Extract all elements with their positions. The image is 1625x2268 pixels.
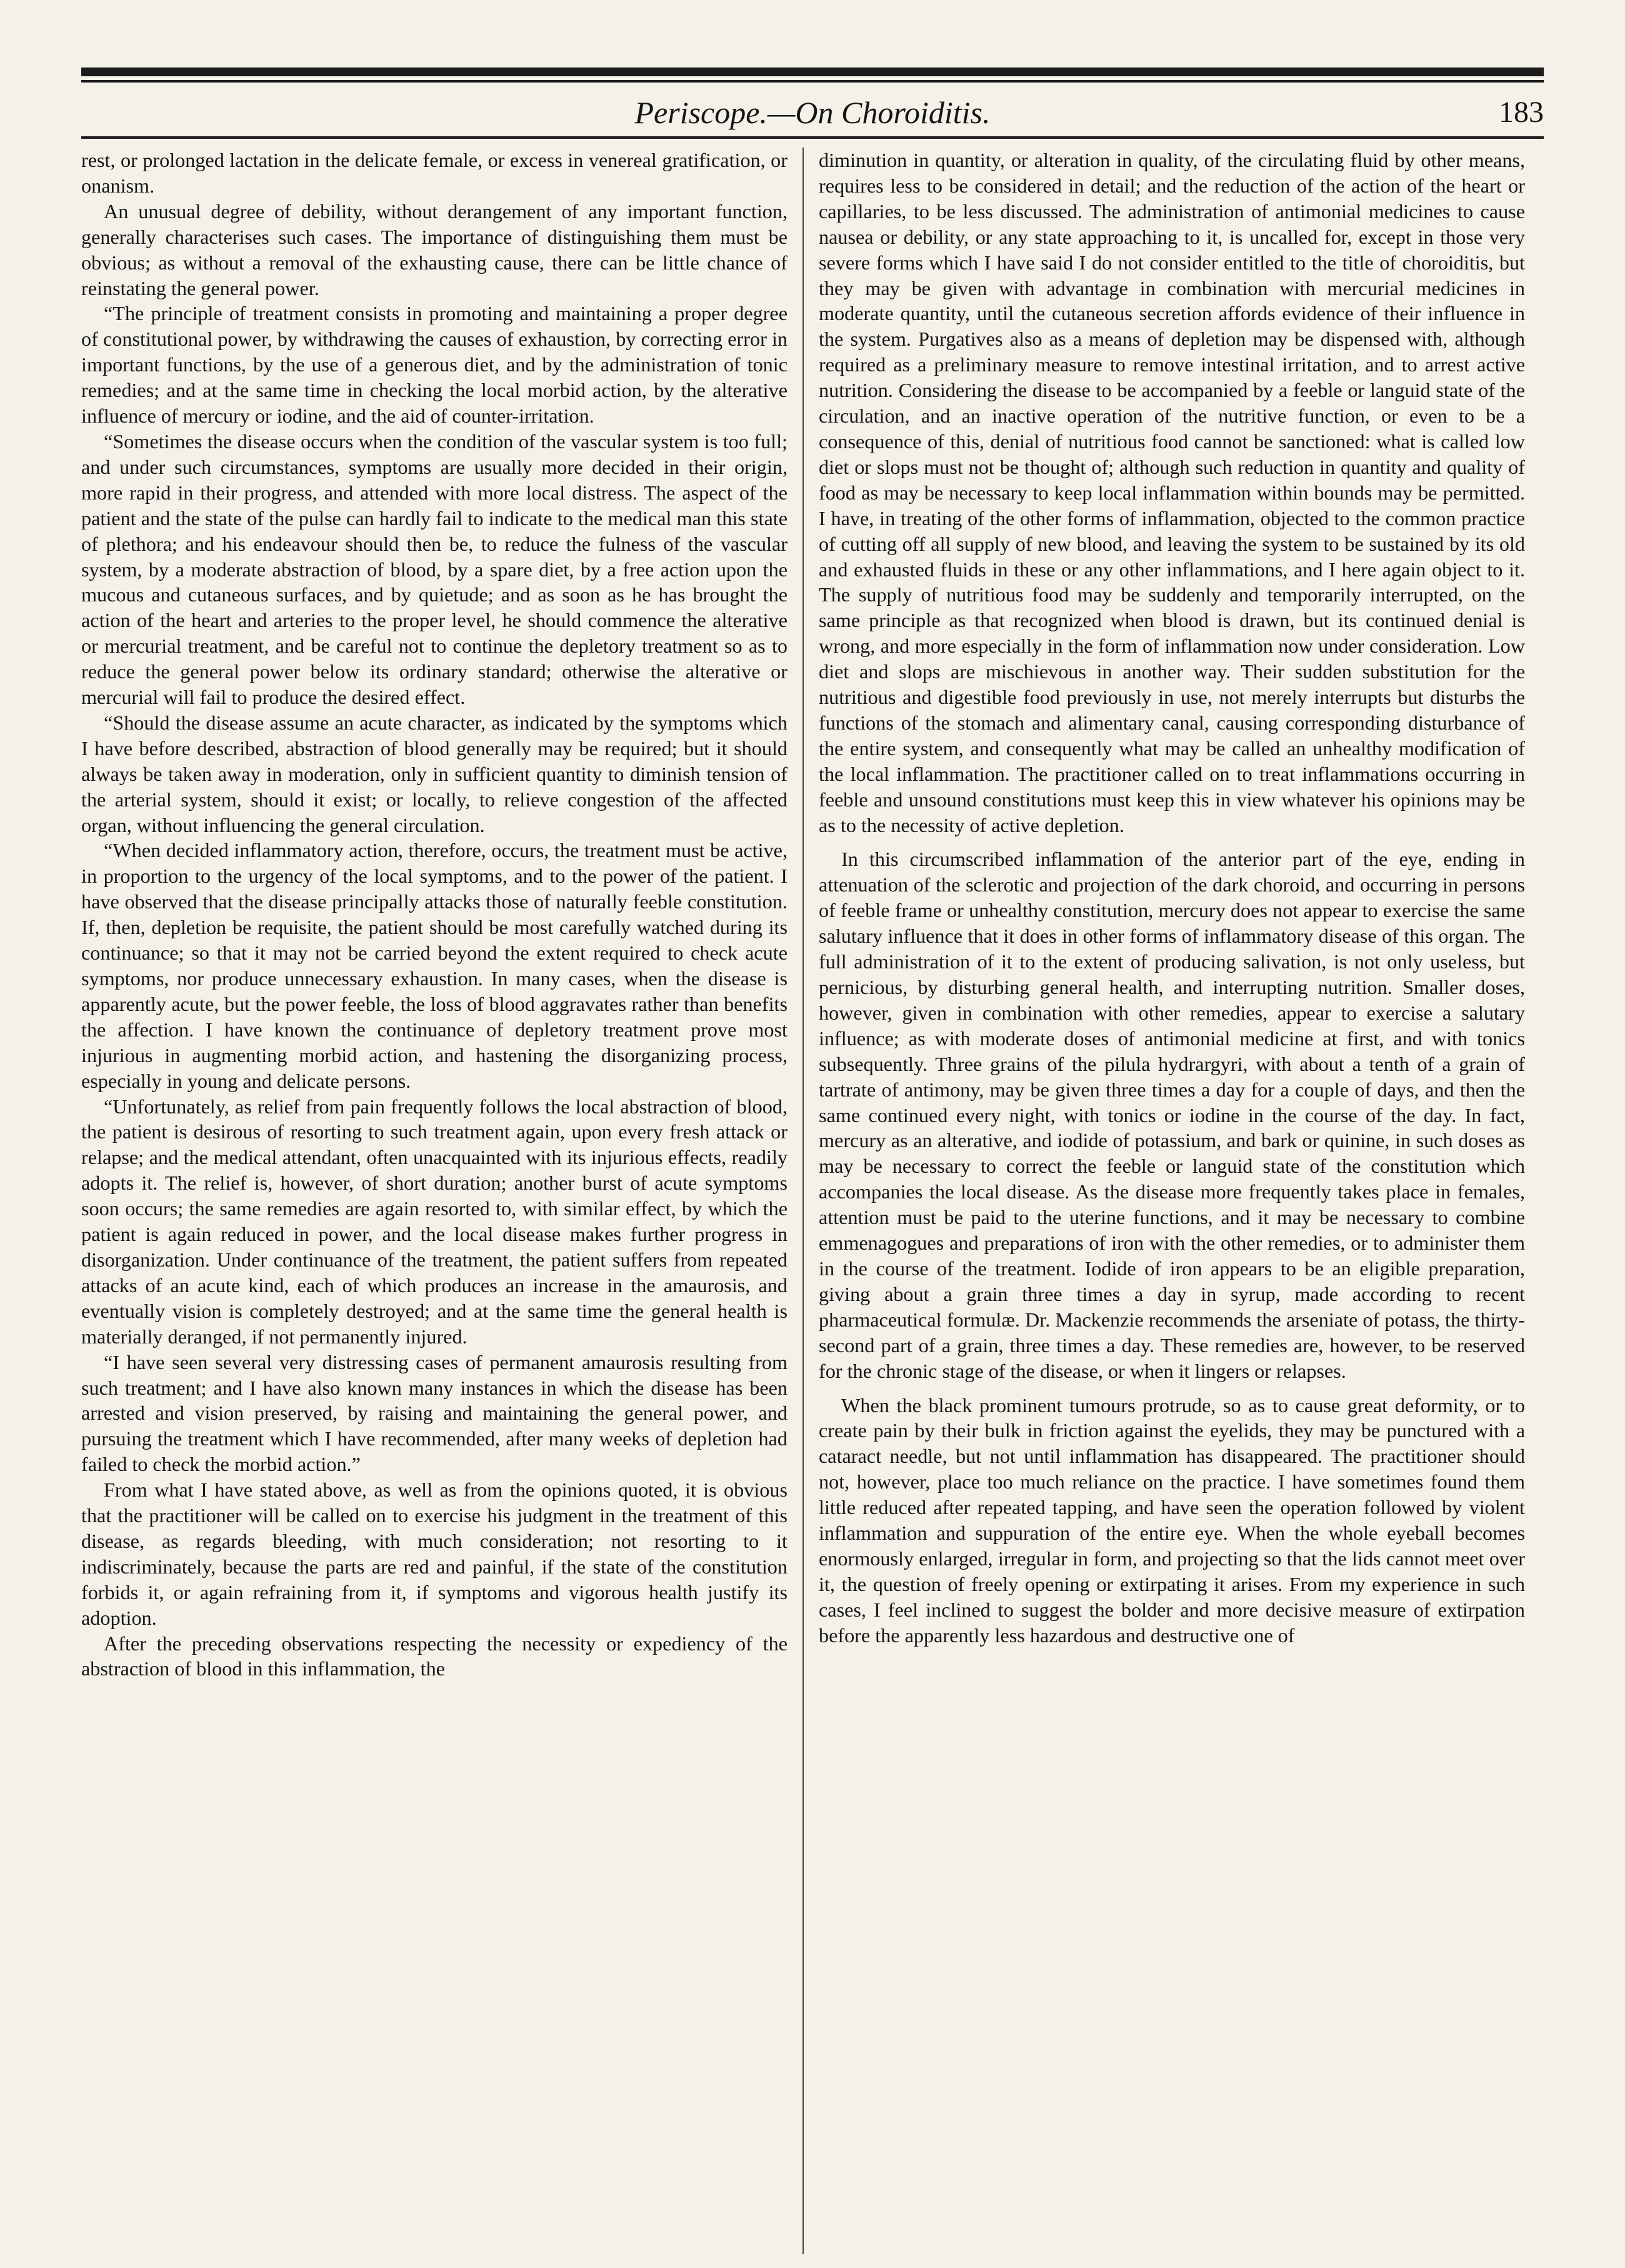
paragraph: “Unfortunately, as relief from pain frequently follows the local abstraction of blood, the patient is desirous of resorting to such treatment again, upon every fresh attack or relapse; and the medical attendant, often unacquainted with its injurious effects, readily adopts it. The relief is, however, of short duration; another burst of acute symptoms soon occurs; the same remedies are again resorted to, with similar effect, by which the patient is again reduced in power, and the local disease makes further progress in disorganization. Under continuance of the treatment, the patient suffers from repeated attacks of an acute kind, each of which produces an increase in the amaurosis, and eventually vision is completely destroyed; and at the same time the general health is materially deranged, if not permanently injured. — [81, 1095, 788, 1348]
column-divider — [802, 148, 804, 2254]
top-thin-rule — [81, 80, 1544, 83]
running-head — [81, 94, 1544, 131]
running-head-title: Periscope.—On Choroiditis. — [634, 95, 991, 130]
paragraph: When the black prominent tumours protrude, so as to cause great deformity, or to create pain by their bulk in friction against the eyelids, they may be punctured with a cataract needle, but not until inflammation has disappeared. The practitioner should not, however, place too much reliance on the practice. I have sometimes found them little reduced after repeated tapping, and have seen the operation followed by violent inflammation and suppuration of the entire eye. When the whole eyeball becomes enormously enlarged, irregular in form, and projecting so that the lids cannot meet over it, the question of freely opening or extirpating it arises. From my experience in such cases, I feel inclined to suggest the bolder and more decisive measure of extirpation before the apparently less hazardous and destructive one of — [819, 1393, 1525, 1647]
paragraph: “Sometimes the disease occurs when the condition of the vascular system is too full; and under such circumstances, symptoms are usually more decided in their origin, more rapid in their progress, and attended with more local distress. The aspect of the patient and the state of the pulse can hardly fail to indicate to the medical man this state of plethora; and his endeavour should then be, to reduce the fulness of the vascular system, by a moderate abstraction of blood, by a spare diet, by a free action upon the mucous and cutaneous surfaces, and by quietude; and as soon as he has brought the action of the heart and arteries to the proper level, he should commence the alterative or mercurial treatment, and be careful not to continue the depletory treatment so as to reduce the general power below its ordinary standard; otherwise the alterative or mercurial will fail to produce the desired effect. — [81, 429, 788, 709]
header-rule — [81, 136, 1544, 139]
paragraph: rest, or prolonged lactation in the delicate female, or excess in venereal gratification, or onanism. — [81, 149, 788, 197]
paragraph: “The principle of treatment consists in promoting and maintaining a proper degree of constitutional power, by withdrawing the causes of exhaustion, by correcting error in important functions, by the use of a generous diet, and by the administration of tonic remedies; and at the same time in checking the local morbid action, by the alterative influence of mercury or iodine, and the aid of counter-irritation. — [81, 302, 788, 428]
page-number: 183 — [1499, 96, 1544, 129]
paragraph: “When decided inflammatory action, therefore, occurs, the treatment must be active, in proportion to the urgency of the local symptoms, and to the power of the patient. I have observed that the disease principally attacks those of naturally feeble constitution. If, then, depletion be requisite, the patient should be most carefully watched during its continuance; so that it may not be carried beyond the extent required to check acute symptoms, nor produce unnecessary exhaustion. In many cases, when the disease is apparently acute, but the power feeble, the loss of blood aggravates rather than benefits the affection. I have known the continuance of depletory treatment prove most injurious in augmenting morbid action, and hastening the disorganizing process, especially in young and delicate persons. — [81, 839, 788, 1092]
paragraph: In this circumscribed inflammation of the anterior part of the eye, ending in attenuation of the sclerotic and projection of the dark choroid, and occurring in persons of feeble frame or unhealthy constitution, mercury does not appear to exercise the same salutary influence that it does in other forms of inflammatory disease of this organ. The full administration of it to the extent of producing salivation, is not only useless, but pernicious, by disturbing general health, and interrupting nutrition. Smaller doses, however, given in combination with other remedies, appear to exercise a salutary influence; as with moderate doses of antimonial medicine at first, and with tonics subsequently. Three grains of the pilula hydrargyri, with about a tenth of a grain of tartrate of antimony, may be given three times a day for a couple of days, and then the same continued every night, with tonics or iodine in the course of the day. In fact, mercury as an alterative, and iodide of potassium, and bark or quinine, in such doses as may be necessary to correct the feeble or languid state of the constitution which accompanies the local disease. As the disease more frequently takes place in females, attention must be paid to the uterine functions, and it may be necessary to combine emmenagogues and preparations of iron with the other remedies, or to administer them in the course of the treatment. Iodide of iron appears to be an eligible preparation, giving about a grain three times a day in syrup, made according to recent pharmaceutical formulæ. Dr. Mackenzie recommends the arseniate of potass, the thirty-second part of a grain, three times a day. These remedies are, however, to be reserved for the chronic stage of the disease, or when it lingers or relapses. — [819, 848, 1525, 1382]
right-column — [819, 148, 1525, 2254]
paragraph: After the preceding observations respecting the necessity or expediency of the abstraction of blood in this inflammation, the — [81, 1632, 788, 1680]
paragraph: diminution in quantity, or alteration in quality, of the circulating fluid by other means, requires less to be considered in detail; and the reduction of the action of the heart or capillaries, to be less discussed. The administration of antimonial medicines to cause nausea or debility, or any state approaching to it, is uncalled for, except in those very severe forms which I have said I do not consider entitled to the title of choroiditis, but they may be given with advantage in combination with mercurial medicines in moderate quantity, until the cutaneous secretion affords evidence of their influence in the system. Purgatives also as a means of depletion may be dispensed with, although required as a preliminary measure to remove intestinal irritation, and to arrest active nutrition. Considering the disease to be accompanied by a feeble or languid state of the circulation, and an inactive operation of the nutritive function, or even to be a consequence of this, denial of nutritious food cannot be sanctioned: what is called low diet or slops must not be thought of; although such reduction in quantity and quality of food as may be necessary to keep local inflammation within bounds may be permitted. I have, in treating of the other forms of inflammation, objected to the common practice of cutting off all supply of new blood, and leaving the system to be sustained by its old and exhausted fluids in these or any other inflammations, and I here again object to it. The supply of nutritious food may be suddenly and temporarily interrupted, on the same principle as that recognized when blood is drawn, but its continued denial is wrong, and more especially in the form of inflammation now under consideration. Low diet and slops are mischievous in another way. Their sudden substitution for the nutritious and digestible food previously in use, not merely interrupts but disturbs the functions of the stomach and alimentary canal, causing corresponding disturbance of the entire system, and consequently what may be called an unhealthy modification of the local inflammation. The practitioner called on to treat inflammations occurring in feeble and unsound constitutions must keep this in view whatever his opinions may be as to the necessity of active depletion. — [819, 149, 1525, 836]
paragraph: An unusual degree of debility, without derangement of any important function, generally characterises such cases. The importance of distinguishing them must be obvious; as without a removal of the exhausting cause, there can be little chance of reinstating the general power. — [81, 199, 788, 299]
top-thick-rule — [81, 68, 1544, 76]
paragraph: “Should the disease assume an acute character, as indicated by the symptoms which I have before described, abstraction of blood generally may be required; but it should always be taken away in moderation, only in sufficient quantity to diminish tension of the arterial system, should it exist; or locally, to relieve congestion of the affected organ, without influencing the general circulation. — [81, 711, 788, 836]
left-column — [81, 148, 788, 2254]
paragraph: “I have seen several very distressing cases of permanent amaurosis resulting from such treatment; and I have also known many instances in which the disease has been arrested and vision preserved, by raising and maintaining the general power, and pursuing the treatment which I have recommended, after many weeks of depletion had failed to check the morbid action.” — [81, 1350, 788, 1476]
paragraph: From what I have stated above, as well as from the opinions quoted, it is obvious that the practitioner will be called on to exercise his judgment in the treatment of this disease, as regards bleeding, with much consideration; not resorting to it indiscriminately, because the parts are red and painful, if the state of the constitution forbids it, or again refraining from it, if symptoms and vigorous health justify its adoption. — [81, 1478, 788, 1629]
